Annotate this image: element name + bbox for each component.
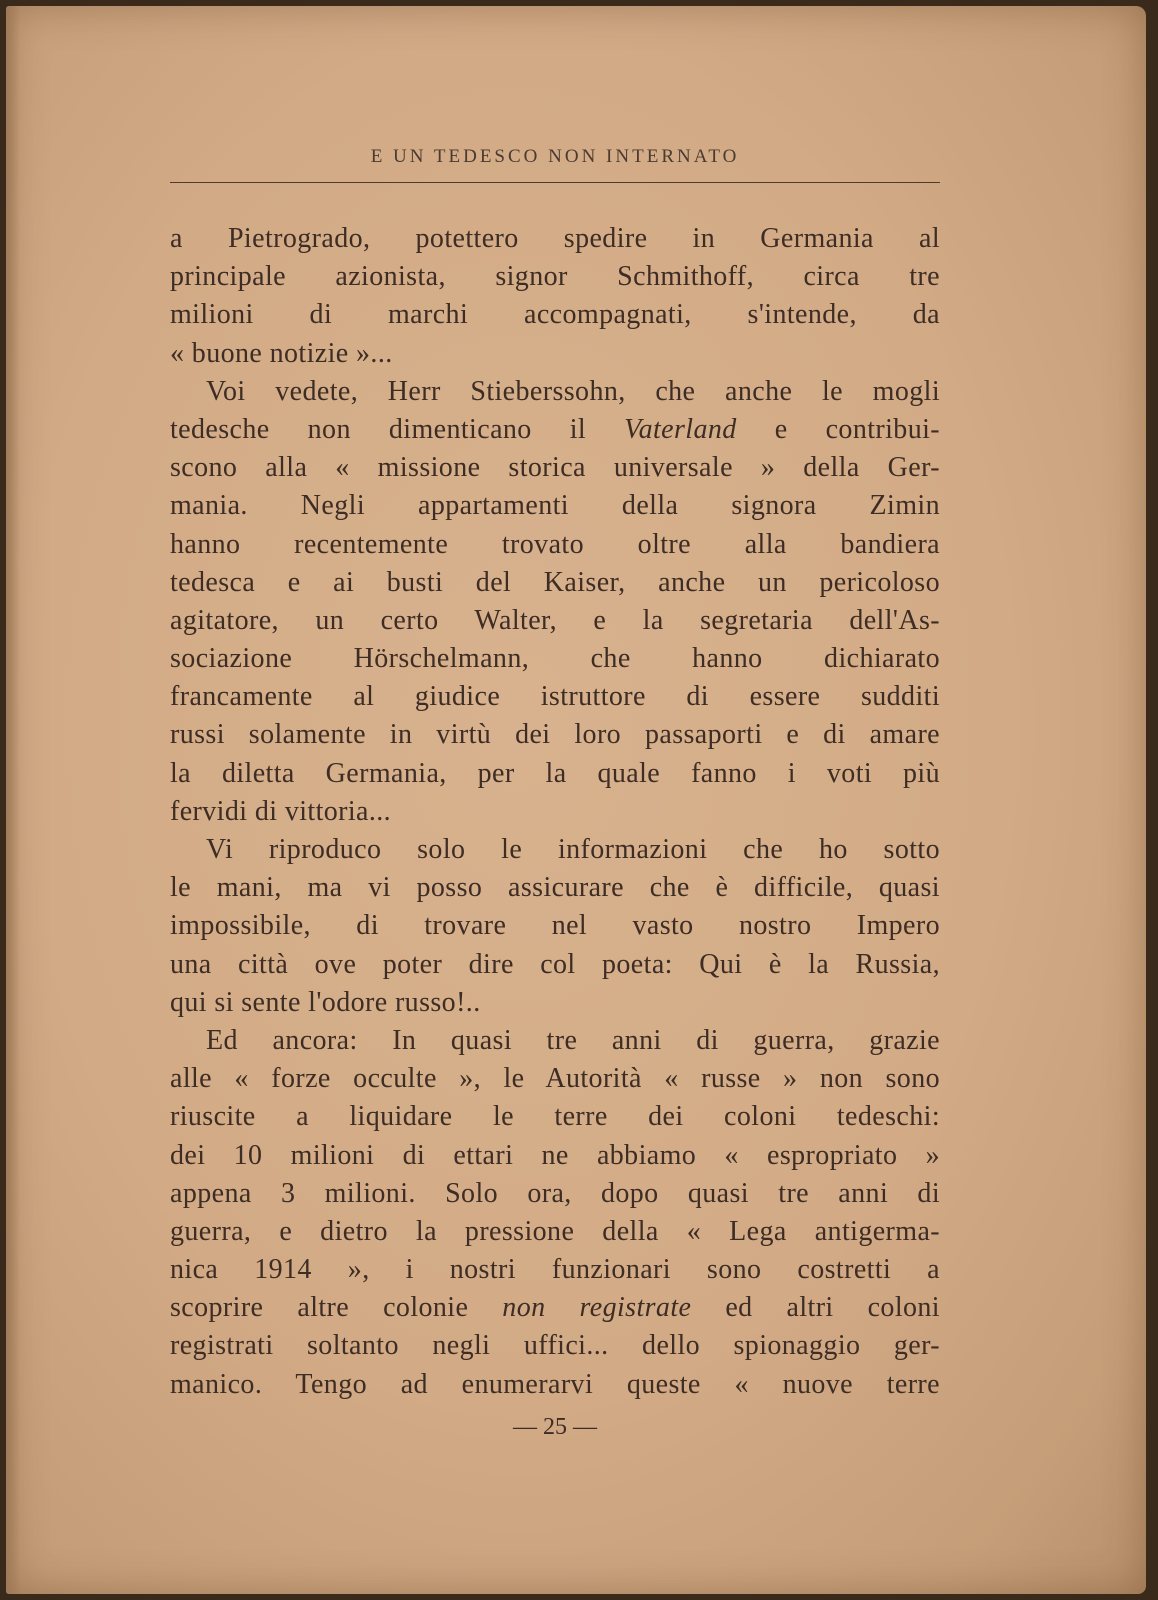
text-line <box>170 1289 940 1327</box>
text-line: hanno recentemente trovato oltre alla bandiera <box>170 528 940 560</box>
text-line <box>170 411 940 449</box>
text-line: mania. Negli appartamenti della signora Zimin <box>170 490 940 522</box>
text-line: Vi riproduco solo le informazioni che ho sotto <box>206 834 940 865</box>
text-line: guerra, e dietro la pressione della « Lega antigerma- <box>170 1215 940 1247</box>
text-line: principale azionista, signor Schmithoff, circa tre <box>170 261 940 293</box>
text-line: russi solamente in virtù dei loro passaporti e di amare <box>170 719 940 751</box>
text-line: tedesca e ai busti del Kaiser, anche un pericoloso <box>170 566 940 598</box>
text-line: Ed ancora: In quasi tre anni di guerra, grazie <box>206 1024 940 1056</box>
italic-term: Vaterland <box>624 413 737 445</box>
text-line: dei 10 milioni di ettari ne abbiamo « espropriato » <box>170 1139 940 1171</box>
header-rule <box>170 182 940 183</box>
text-segment: e contribui- <box>736 413 941 445</box>
text-line: registrati soltanto negli uffici... dello spionaggio ger- <box>170 1330 940 1362</box>
text-line: Voi vedete, Herr Stieberssohn, che anche le mogli <box>206 375 940 407</box>
text-line: alle « forze occulte », le Autorità « russe » non sono <box>170 1063 940 1095</box>
text-line: la diletta Germania, per la quale fanno i voti più <box>170 757 940 789</box>
text-segment: tedesche non dimenticano il <box>170 413 625 445</box>
text-line: nica 1914 », i nostri funzionari sono costretti a <box>170 1254 940 1286</box>
text-line: milioni di marchi accompagnati, s'intende, da <box>170 299 940 331</box>
text-line: scono alla « missione storica universale » della Ger- <box>170 452 940 484</box>
page-spine-shadow <box>6 6 20 1594</box>
text-line: « buone notizie »... <box>170 337 393 369</box>
text-line: agitatore, un certo Walter, e la segretaria dell'As- <box>170 604 940 636</box>
book-page <box>6 6 1146 1594</box>
italic-term: non registrate <box>502 1292 692 1324</box>
text-line: riuscite a liquidare le terre dei coloni tedeschi: <box>170 1101 940 1133</box>
text-line: manico. Tengo ad enumerarvi queste « nuove terre <box>170 1368 940 1400</box>
text-line: francamente al giudice istruttore di essere sudditi <box>170 681 940 713</box>
text-line: appena 3 milioni. Solo ora, dopo quasi tre anni di <box>170 1177 940 1209</box>
text-line: fervidi di vittoria... <box>170 795 392 827</box>
text-line: qui si sente l'odore russo!.. <box>170 986 481 1018</box>
text-line: una città ove poter dire col poeta: Qui è la Russia, <box>170 948 940 980</box>
text-line: le mani, ma vi posso assicurare che è difficile, quasi <box>170 872 940 904</box>
text-line: sociazione Hörschelmann, che hanno dichiarato <box>170 643 940 675</box>
page-number: — 25 — <box>513 1414 597 1440</box>
running-head: E UN TEDESCO NON INTERNATO <box>370 146 740 167</box>
text-segment: scoprire altre colonie <box>170 1292 503 1324</box>
text-segment: ed altri coloni <box>691 1292 940 1324</box>
text-line: impossibile, di trovare nel vasto nostro Impero <box>170 910 940 942</box>
text-line: a Pietrogrado, potettero spedire in Germania al <box>170 223 940 254</box>
body-text <box>170 220 940 1404</box>
